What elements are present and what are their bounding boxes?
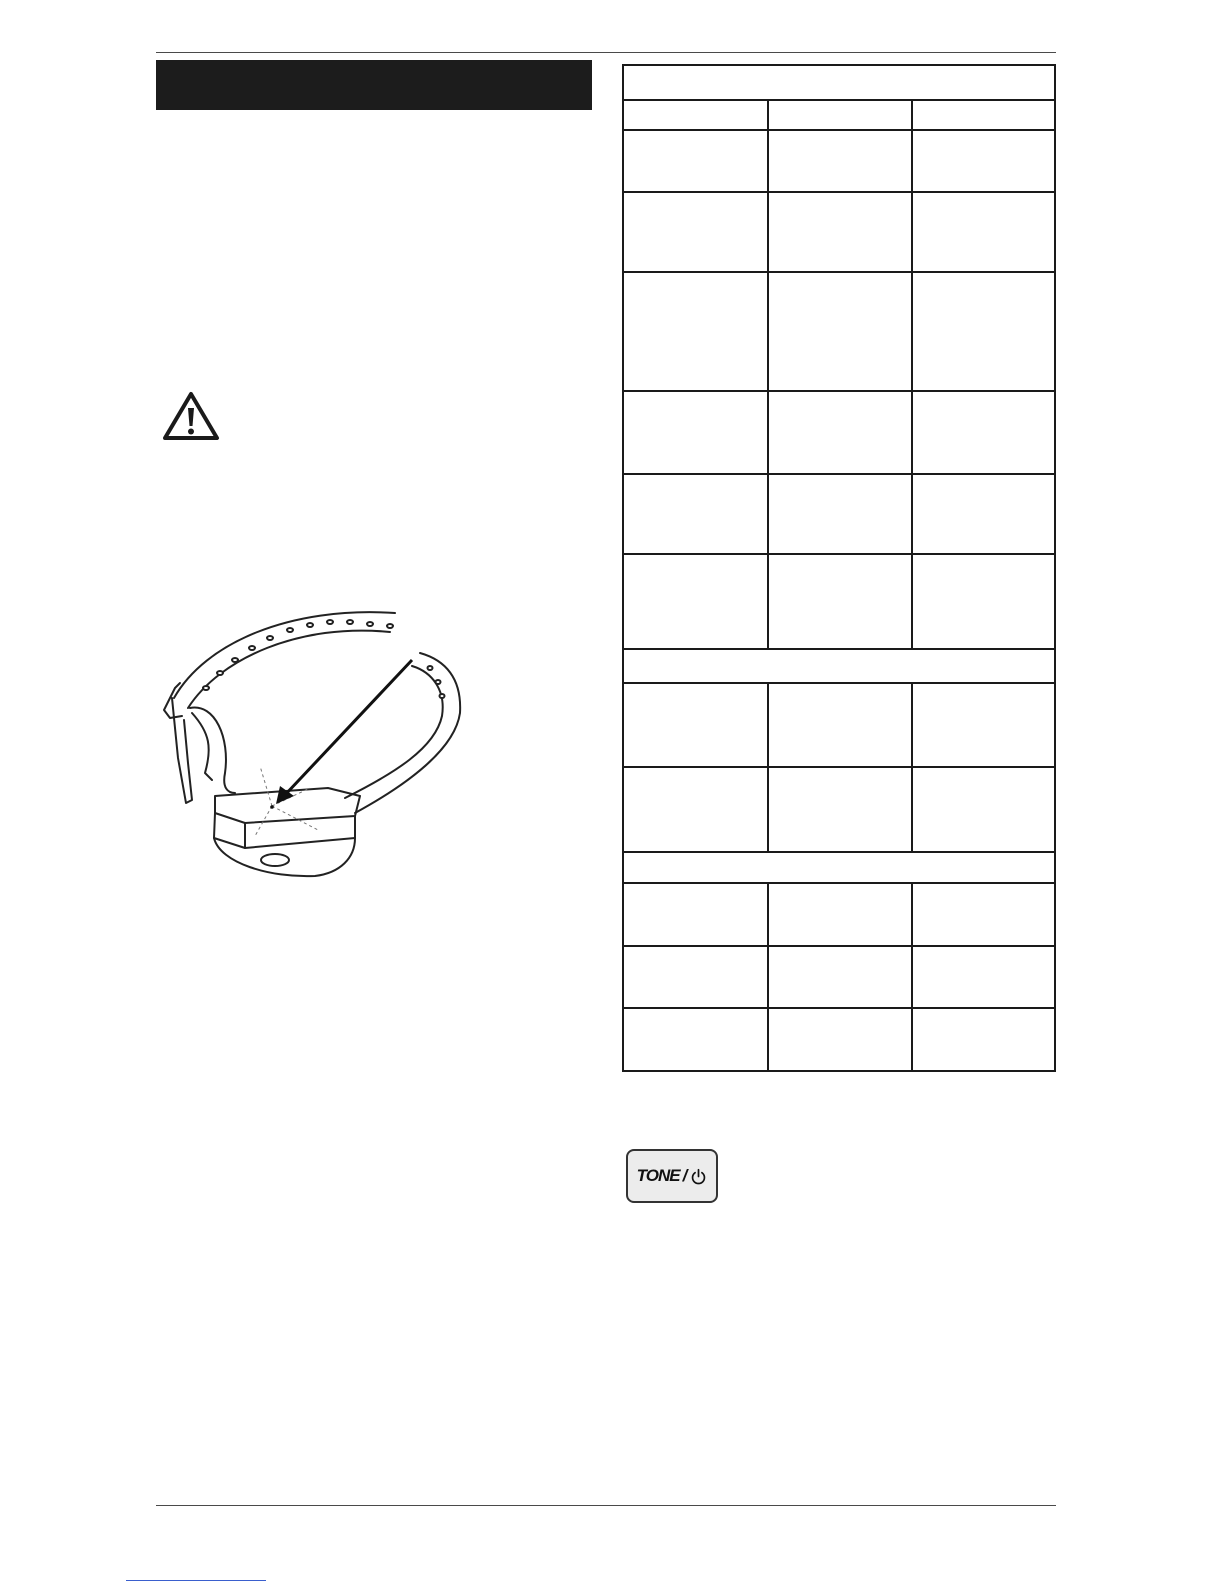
table-row-divider <box>624 271 1054 273</box>
table-row-divider <box>624 191 1054 193</box>
tone-separator: / <box>682 1166 688 1185</box>
table-row-divider <box>624 1007 1054 1009</box>
table-row-divider <box>624 390 1054 392</box>
footer-link-underline[interactable] <box>126 1580 266 1581</box>
warning-triangle-icon <box>162 390 220 442</box>
table-row-divider <box>624 553 1054 555</box>
specification-table <box>622 64 1056 1072</box>
power-icon <box>690 1168 707 1185</box>
section-header-bar <box>156 60 592 110</box>
table-column-divider <box>767 99 769 648</box>
table-column-divider <box>767 682 769 851</box>
tone-power-button[interactable] <box>626 1149 718 1203</box>
top-rule <box>156 52 1056 53</box>
table-row-divider <box>624 766 1054 768</box>
table-row-divider <box>624 99 1054 101</box>
table-column-divider <box>911 99 913 648</box>
table-section-divider <box>624 851 1054 853</box>
table-section-divider <box>624 648 1054 650</box>
table-column-divider <box>911 682 913 851</box>
table-row-divider <box>624 945 1054 947</box>
table-column-divider <box>911 882 913 1072</box>
tone-label: TONE <box>636 1166 680 1185</box>
table-column-divider <box>767 882 769 1072</box>
table-row-divider <box>624 882 1054 884</box>
table-row-divider <box>624 129 1054 131</box>
bottom-rule <box>156 1505 1056 1506</box>
table-row-divider <box>624 473 1054 475</box>
collar-receiver-illustration <box>150 598 480 888</box>
table-row-divider <box>624 682 1054 684</box>
